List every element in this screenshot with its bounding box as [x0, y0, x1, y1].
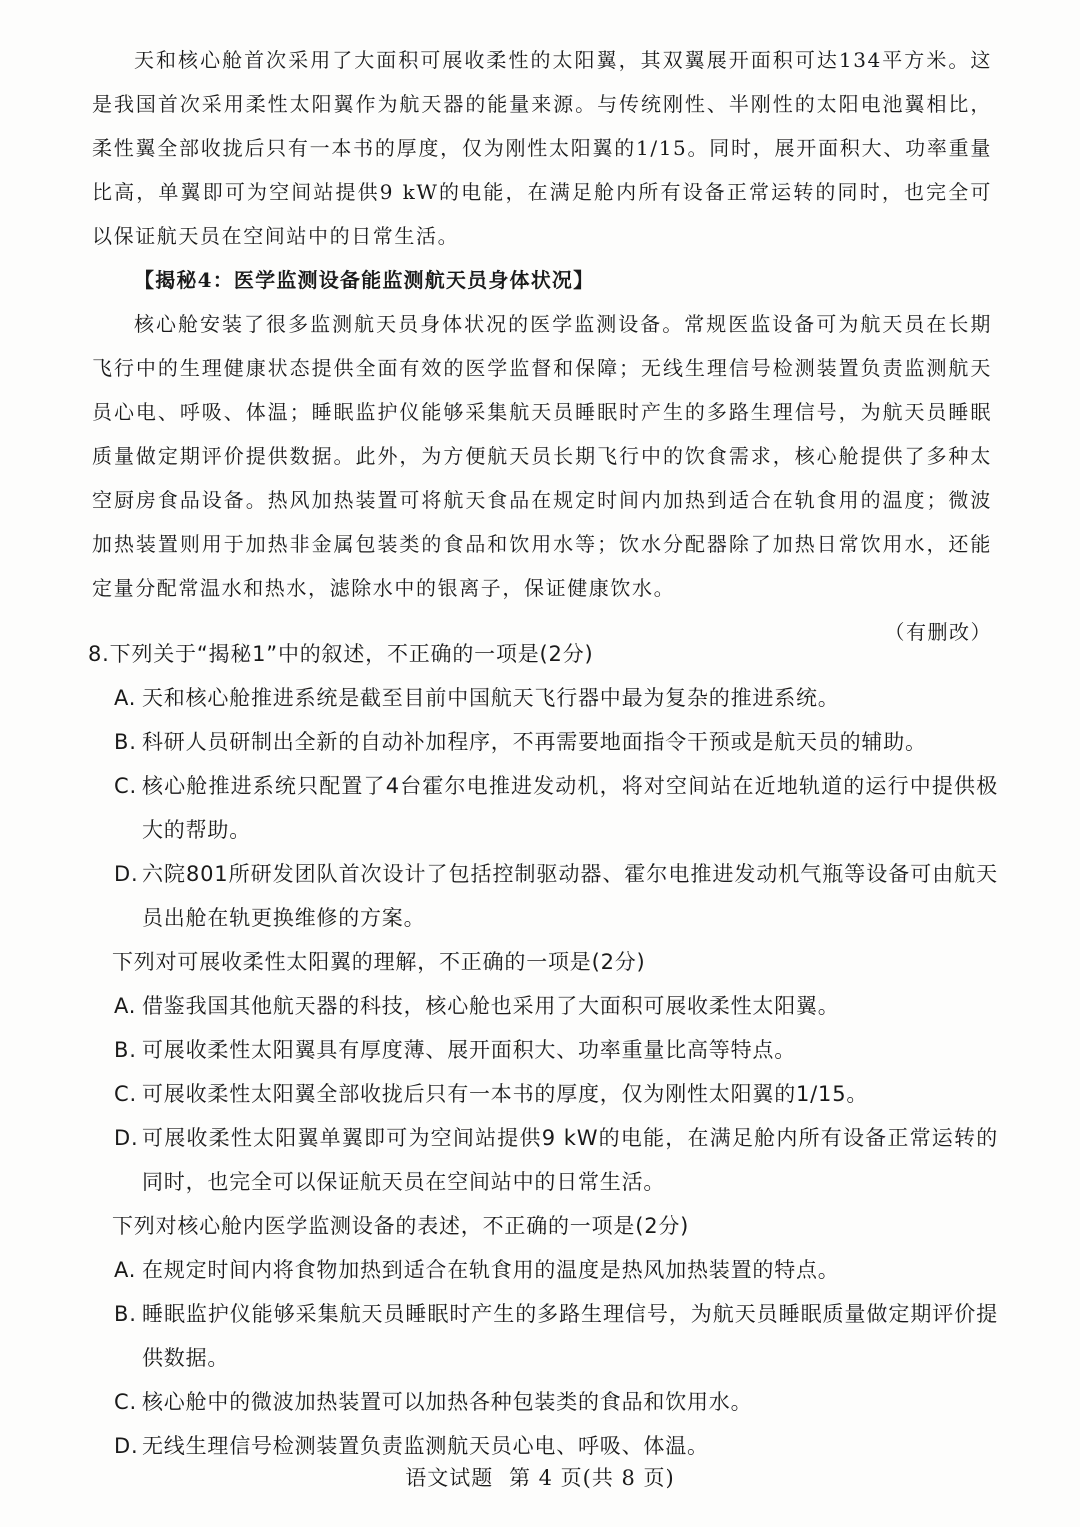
- option-text: 科研人员研制出全新的自动补加程序，不再需要地面指令干预或是航天员的辅助。: [142, 730, 927, 754]
- option-text: 可展收柔性太阳翼全部收拢后只有一本书的厚度，仅为刚性太阳翼的1/15。: [142, 1082, 869, 1106]
- passage-paragraph-1: 天和核心舱首次采用了大面积可展收柔性的太阳翼，其双翼展开面积可达134平方米。这是我国首次采用柔性太阳翼作为航天器的能量来源。与传统刚性、半刚性的太阳电池翼相比，柔性翼全部收拢后只有一本书的厚度，仅为刚性太阳翼的1/15。同时，展开面积大、功率重量比高，单翼即可为空间站提供9 kW的电能，在满足舱内所有设备正常运转的同时，也完全可以保证航天员在空间站中的日常生活。: [92, 48, 992, 248]
- question-stem-text: 下列对可展收柔性太阳翼的理解，不正确的一项是(2分): [112, 950, 646, 974]
- option-letter: A.: [114, 1258, 137, 1282]
- option-text: 核心舱中的微波加热装置可以加热各种包装类的食品和饮用水。: [142, 1390, 753, 1414]
- option-text: 在规定时间内将食物加热到适合在轨食用的温度是热风加热装置的特点。: [142, 1258, 840, 1282]
- question-9: [88, 940, 998, 1204]
- option-b: [88, 1028, 998, 1072]
- question-stem-text: 下列对核心舱内医学监测设备的表述，不正确的一项是(2分): [112, 1214, 690, 1238]
- section-heading-4: 【揭秘4：医学监测设备能监测航天员身体状况】: [134, 268, 595, 292]
- page-footer: [0, 1462, 1080, 1492]
- passage-paragraph-2: 核心舱安装了很多监测航天员身体状况的医学监测设备。常规医监设备可为航天员在长期飞行中的生理健康状态提供全面有效的医学监督和保障；无线生理信号检测装置负责监测航天员心电、呼吸、体温；睡眠监护仪能够采集航天员睡眠时产生的多路生理信号，为航天员睡眠质量做定期评价提供数据。此外，为方便航天员长期飞行中的饮食需求，核心舱提供了多种太空厨房食品设备。热风加热装置可将航天食品在规定时间内加热到适合在轨食用的温度；微波加热装置则用于加热非金属包装类的食品和饮用水等；饮水分配器除了加热日常饮用水，还能定量分配常温水和热水，滤除水中的银离子，保证健康饮水。: [92, 312, 992, 600]
- option-d: [88, 852, 998, 940]
- option-text: 睡眠监护仪能够采集航天员睡眠时产生的多路生理信号，为航天员睡眠质量做定期评价提供数据。: [142, 1302, 998, 1370]
- option-a: [88, 676, 998, 720]
- option-text: 天和核心舱推进系统是截至目前中国航天飞行器中最为复杂的推进系统。: [142, 686, 840, 710]
- option-text: 借鉴我国其他航天器的科技，核心舱也采用了大面积可展收柔性太阳翼。: [142, 994, 840, 1018]
- question-10: [88, 1204, 998, 1468]
- option-a: [88, 1248, 998, 1292]
- option-letter: C.: [114, 1082, 137, 1106]
- option-b: [88, 720, 998, 764]
- question-8: [88, 632, 998, 940]
- option-c: [88, 764, 998, 852]
- option-c: [88, 1072, 998, 1116]
- option-letter: A.: [114, 994, 137, 1018]
- question-stem: [88, 940, 998, 984]
- option-a: [88, 984, 998, 1028]
- option-letter: B.: [114, 1038, 137, 1062]
- option-b: [88, 1292, 998, 1380]
- option-letter: B.: [114, 730, 137, 754]
- option-letter: B.: [114, 1302, 137, 1326]
- option-text: 六院801所研发团队首次设计了包括控制驱动器、霍尔电推进发动机气瓶等设备可由航天员出舱在轨更换维修的方案。: [142, 862, 998, 930]
- option-letter: C.: [114, 1390, 137, 1414]
- option-text: 可展收柔性太阳翼具有厚度薄、展开面积大、功率重量比高等特点。: [142, 1038, 796, 1062]
- footer-subject: 语文试题: [405, 1466, 494, 1490]
- option-letter: A.: [114, 686, 137, 710]
- question-stem: [88, 632, 998, 676]
- option-text: 无线生理信号检测装置负责监测航天员心电、呼吸、体温。: [142, 1434, 709, 1458]
- question-list: [88, 632, 998, 1468]
- option-text: 核心舱推进系统只配置了4台霍尔电推进发动机，将对空间站在近地轨道的运行中提供极大的帮助。: [142, 774, 998, 842]
- option-letter: D.: [114, 1126, 139, 1150]
- reading-passage: [92, 38, 992, 654]
- option-d: [88, 1116, 998, 1204]
- question-stem-text: 下列关于“揭秘1”中的叙述，不正确的一项是(2分): [109, 642, 594, 666]
- question-stem: [88, 1204, 998, 1248]
- footer-page-info: 第 4 页(共 8 页): [508, 1466, 675, 1490]
- option-letter: D.: [114, 1434, 139, 1458]
- option-letter: D.: [114, 862, 139, 886]
- source-note: （有删改）: [884, 620, 992, 644]
- question-number: 8.: [88, 642, 110, 666]
- option-text: 可展收柔性太阳翼单翼即可为空间站提供9 kW的电能，在满足舱内所有设备正常运转的同时，也完全可以保证航天员在空间站中的日常生活。: [142, 1126, 998, 1194]
- option-letter: C.: [114, 774, 137, 798]
- option-c: [88, 1380, 998, 1424]
